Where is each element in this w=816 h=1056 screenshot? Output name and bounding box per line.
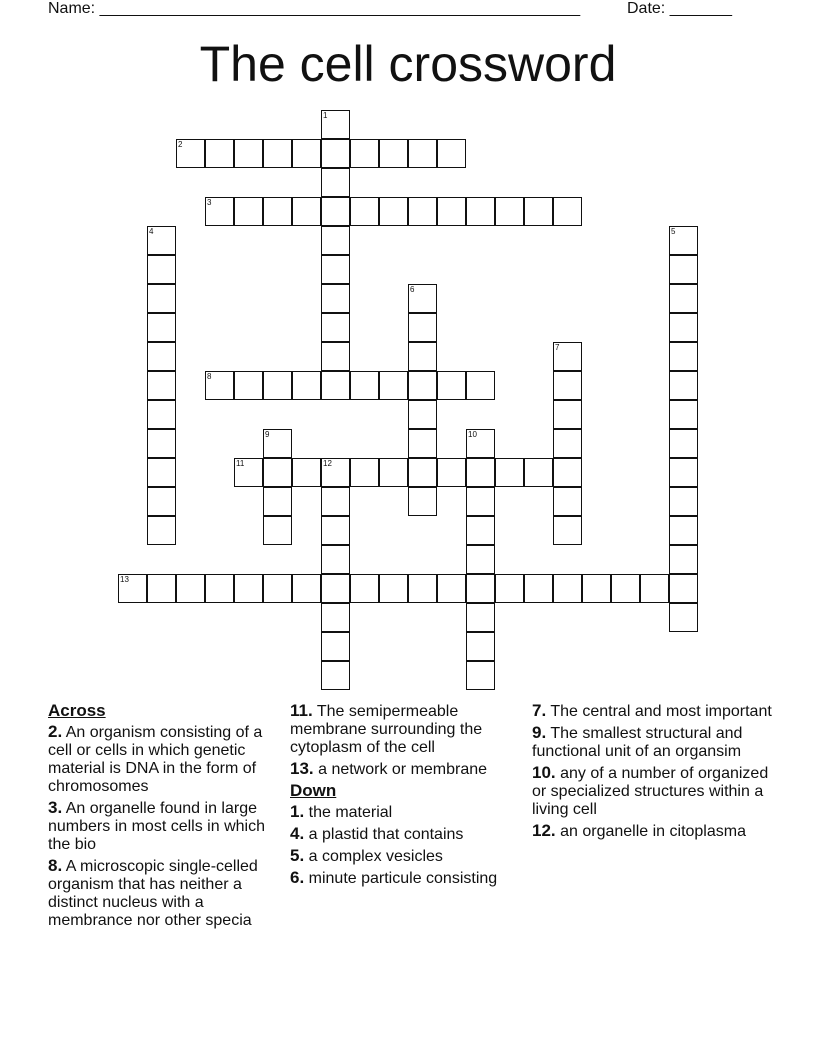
- grid-cell[interactable]: [408, 487, 437, 516]
- clue-number: 13: [120, 575, 129, 584]
- grid-cell[interactable]: [524, 574, 553, 603]
- grid-cell[interactable]: [321, 574, 350, 603]
- grid-cell[interactable]: [176, 574, 205, 603]
- grid-cell[interactable]: [408, 313, 437, 342]
- across-heading: Across: [48, 701, 106, 720]
- grid-cell[interactable]: [408, 371, 437, 400]
- grid-cell[interactable]: [321, 284, 350, 313]
- grid-cell[interactable]: [263, 429, 292, 458]
- grid-cell[interactable]: [582, 574, 611, 603]
- grid-cell[interactable]: [466, 661, 495, 690]
- grid-cell[interactable]: [611, 574, 640, 603]
- clue-across-2: 2. An organism consisting of a cell or cells in which genetic material is DNA in the form of chromosomes: [48, 722, 263, 795]
- grid-cell[interactable]: [292, 371, 321, 400]
- grid-cell[interactable]: [147, 400, 176, 429]
- grid-cell[interactable]: [321, 110, 350, 139]
- clue-number: 4: [149, 227, 154, 236]
- grid-cell[interactable]: [669, 458, 698, 487]
- grid-cell[interactable]: [292, 574, 321, 603]
- grid-cell[interactable]: [321, 458, 350, 487]
- grid-cell[interactable]: [350, 574, 379, 603]
- grid-cell[interactable]: [553, 516, 582, 545]
- grid-cell[interactable]: [524, 458, 553, 487]
- grid-cell[interactable]: [669, 545, 698, 574]
- name-label: Name:: [48, 0, 96, 17]
- grid-cell[interactable]: [466, 197, 495, 226]
- clue-down-10: 10. any of a number of organized or specialized structures within a living cell: [532, 763, 769, 818]
- grid-cell[interactable]: [553, 371, 582, 400]
- clue-number: 3: [207, 198, 212, 207]
- clue-number: 6: [410, 285, 415, 294]
- grid-cell[interactable]: [147, 255, 176, 284]
- grid-cell[interactable]: [437, 574, 466, 603]
- grid-cell[interactable]: [466, 458, 495, 487]
- grid-cell[interactable]: [553, 400, 582, 429]
- grid-cell[interactable]: [321, 255, 350, 284]
- grid-cell[interactable]: [321, 603, 350, 632]
- grid-cell[interactable]: [205, 574, 234, 603]
- grid-cell[interactable]: [147, 342, 176, 371]
- clues-column-3: [532, 702, 772, 844]
- grid-cell[interactable]: [553, 574, 582, 603]
- grid-cell[interactable]: [669, 516, 698, 545]
- grid-cell[interactable]: [379, 197, 408, 226]
- grid-cell[interactable]: [669, 371, 698, 400]
- date-line: _______: [669, 0, 732, 17]
- grid-cell[interactable]: [408, 139, 437, 168]
- date-label: Date:: [627, 0, 666, 17]
- grid-cell[interactable]: [408, 574, 437, 603]
- grid-cell[interactable]: [147, 313, 176, 342]
- clue-number: 10: [468, 430, 477, 439]
- grid-cell[interactable]: [321, 371, 350, 400]
- grid-cell[interactable]: [553, 487, 582, 516]
- grid-cell[interactable]: [669, 342, 698, 371]
- grid-cell[interactable]: [147, 458, 176, 487]
- grid-cell[interactable]: [263, 574, 292, 603]
- grid-cell[interactable]: [408, 429, 437, 458]
- clue-across-11: 11. The semipermeable membrane surrounding the cytoplasm of the cell: [290, 701, 483, 756]
- grid-cell[interactable]: [321, 197, 350, 226]
- grid-cell[interactable]: [147, 226, 176, 255]
- grid-cell[interactable]: [379, 139, 408, 168]
- clue-down-4: 4. a plastid that contains: [290, 824, 464, 843]
- grid-cell[interactable]: [321, 516, 350, 545]
- grid-cell[interactable]: [321, 487, 350, 516]
- grid-cell[interactable]: [524, 197, 553, 226]
- grid-cell[interactable]: [321, 139, 350, 168]
- grid-cell[interactable]: [263, 139, 292, 168]
- grid-cell[interactable]: [669, 487, 698, 516]
- grid-cell[interactable]: [669, 400, 698, 429]
- grid-cell[interactable]: [466, 429, 495, 458]
- grid-cell[interactable]: [669, 429, 698, 458]
- grid-cell[interactable]: [466, 516, 495, 545]
- grid-cell[interactable]: [263, 487, 292, 516]
- grid-cell[interactable]: [437, 139, 466, 168]
- grid-cell[interactable]: [292, 139, 321, 168]
- grid-cell[interactable]: [234, 197, 263, 226]
- grid-cell[interactable]: [669, 574, 698, 603]
- clue-across-3: 3. An organelle found in large numbers in most cells in which the bio: [48, 798, 265, 853]
- grid-cell[interactable]: [234, 139, 263, 168]
- grid-cell[interactable]: [234, 458, 263, 487]
- clues-column-1: [48, 702, 278, 933]
- grid-cell[interactable]: [466, 603, 495, 632]
- grid-cell[interactable]: [321, 545, 350, 574]
- page-title: The cell crossword: [199, 36, 617, 92]
- clues-column-2: [290, 702, 520, 891]
- name-line: ______________________________________________________: [99, 0, 581, 17]
- clue-number: 5: [671, 227, 676, 236]
- clue-down-5: 5. a complex vesicles: [290, 846, 443, 865]
- grid-cell[interactable]: [234, 371, 263, 400]
- clue-number: 11: [236, 459, 245, 468]
- grid-cell[interactable]: [466, 371, 495, 400]
- grid-cell[interactable]: [205, 371, 234, 400]
- grid-cell[interactable]: [669, 255, 698, 284]
- grid-cell[interactable]: [379, 574, 408, 603]
- down-heading: Down: [290, 781, 337, 800]
- grid-cell[interactable]: [147, 516, 176, 545]
- grid-cell[interactable]: [263, 458, 292, 487]
- grid-cell[interactable]: [553, 342, 582, 371]
- clue-number: 2: [178, 140, 183, 149]
- grid-cell[interactable]: [205, 139, 234, 168]
- grid-cell[interactable]: [437, 371, 466, 400]
- grid-cell[interactable]: [350, 139, 379, 168]
- grid-cell[interactable]: [263, 371, 292, 400]
- grid-cell[interactable]: [640, 574, 669, 603]
- grid-cell[interactable]: [379, 458, 408, 487]
- grid-cell[interactable]: [350, 458, 379, 487]
- grid-cell[interactable]: [234, 574, 263, 603]
- grid-cell[interactable]: [263, 516, 292, 545]
- grid-cell[interactable]: [379, 371, 408, 400]
- grid-cell[interactable]: [321, 313, 350, 342]
- grid-cell[interactable]: [553, 429, 582, 458]
- clue-across-8: 8. A microscopic single-celled organism that has neither a distinct nucleus with a membrance nor other specia: [48, 856, 258, 929]
- clue-down-7: 7. The central and most important: [532, 701, 772, 720]
- clue-number: 8: [207, 372, 212, 381]
- grid-cell[interactable]: [176, 139, 205, 168]
- grid-cell[interactable]: [292, 197, 321, 226]
- grid-cell[interactable]: [669, 284, 698, 313]
- grid-cell[interactable]: [350, 371, 379, 400]
- grid-cell[interactable]: [350, 197, 379, 226]
- grid-cell[interactable]: [408, 342, 437, 371]
- grid-cell[interactable]: [408, 458, 437, 487]
- clue-across-13: 13. a network or membrane: [290, 759, 488, 778]
- grid-cell[interactable]: [147, 284, 176, 313]
- clue-number: 1: [323, 111, 328, 120]
- grid-cell[interactable]: [669, 313, 698, 342]
- grid-cell[interactable]: [669, 603, 698, 632]
- grid-cell[interactable]: [321, 632, 350, 661]
- clue-number: 12: [323, 459, 332, 468]
- grid-cell[interactable]: [553, 197, 582, 226]
- grid-cell[interactable]: [466, 545, 495, 574]
- clue-down-9: 9. The smallest structural and functional unit of an organsim: [532, 723, 743, 760]
- grid-cell[interactable]: [408, 197, 437, 226]
- grid-cell[interactable]: [495, 574, 524, 603]
- grid-cell[interactable]: [321, 226, 350, 255]
- grid-cell[interactable]: [292, 458, 321, 487]
- grid-cell[interactable]: [495, 458, 524, 487]
- grid-cell[interactable]: [466, 632, 495, 661]
- grid-cell[interactable]: [147, 371, 176, 400]
- grid-cell[interactable]: [437, 197, 466, 226]
- grid-cell[interactable]: [408, 284, 437, 313]
- grid-cell[interactable]: [466, 487, 495, 516]
- grid-cell[interactable]: [147, 574, 176, 603]
- clue-down-12: 12. an organelle in citoplasma: [532, 821, 746, 840]
- clue-number: 9: [265, 430, 270, 439]
- grid-cell[interactable]: [205, 197, 234, 226]
- grid-cell[interactable]: [495, 197, 524, 226]
- grid-cell[interactable]: [669, 226, 698, 255]
- grid-cell[interactable]: [263, 197, 292, 226]
- clue-down-6: 6. minute particule consisting: [290, 868, 498, 887]
- grid-cell[interactable]: [408, 400, 437, 429]
- grid-cell[interactable]: [118, 574, 147, 603]
- grid-cell[interactable]: [321, 661, 350, 690]
- grid-cell[interactable]: [321, 342, 350, 371]
- grid-cell[interactable]: [553, 458, 582, 487]
- clue-down-1: 1. the material: [290, 802, 393, 821]
- grid-cell[interactable]: [466, 574, 495, 603]
- clue-number: 7: [555, 343, 560, 352]
- grid-cell[interactable]: [147, 487, 176, 516]
- grid-cell[interactable]: [437, 458, 466, 487]
- grid-cell[interactable]: [147, 429, 176, 458]
- grid-cell[interactable]: [321, 168, 350, 197]
